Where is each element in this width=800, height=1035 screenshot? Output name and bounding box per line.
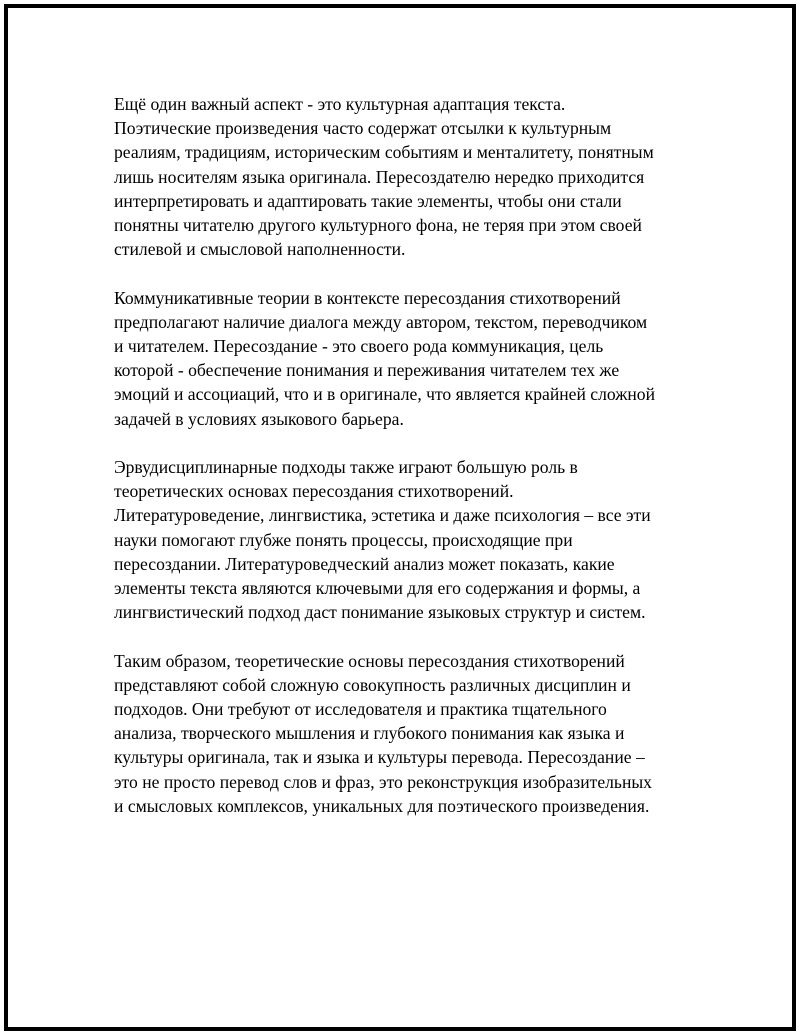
document-body	[114, 92, 704, 842]
paragraph-cultural-adaptation: Ещё один важный аспект - это культурная адаптация текста. Поэтические произведения часто содержат отсылки к культурным реалиям, традициям, историческим событиям и менталитету, понятным лишь носителям языка оригинала. Пересоздателю нередко приходится интерпретировать и адаптировать такие элементы, чтобы они стали понятны читателю другого культурного фона, не теряя при этом своей стилевой и смысловой наполненности.	[114, 94, 654, 260]
paragraph-conclusion: Таким образом, теоретические основы пересоздания стихотворений представляют собой сложную совокупность различных дисциплин и подходов. Они требуют от исследователя и практика тщательного анализа, творческого мышления и глубокого понимания как языка и культуры оригинала, так и языка и культуры перевода. Пересоздание – это не просто перевод слов и фраз, это реконструкция изобразительных и смысловых комплексов, уникальных для поэтического произведения.	[114, 650, 652, 816]
paragraph-interdisciplinary-approaches: Эрвудисциплинарные подходы также играют большую роль в теоретических основах пересоздания стихотворений. Литературоведение, лингвистика, эстетика и даже психология – все эти науки помогают глубже понять процессы, происходящие при пересоздании. Литературоведческий анализ может показать, какие элементы текста являются ключевыми для его содержания и формы, а лингвистический подход даст понимание языковых структур и систем.	[114, 457, 651, 623]
paragraph-communicative-theories: Коммуникативные теории в контексте пересоздания стихотворений предполагают наличие диалога между автором, текстом, переводчиком и читателем. Пересоздание - это своего рода коммуникация, цель которой - обеспечение понимания и переживания читателем тех же эмоций и ассоциаций, что и в оригинале, что является крайней сложной задачей в условиях языкового барьера.	[114, 287, 656, 429]
